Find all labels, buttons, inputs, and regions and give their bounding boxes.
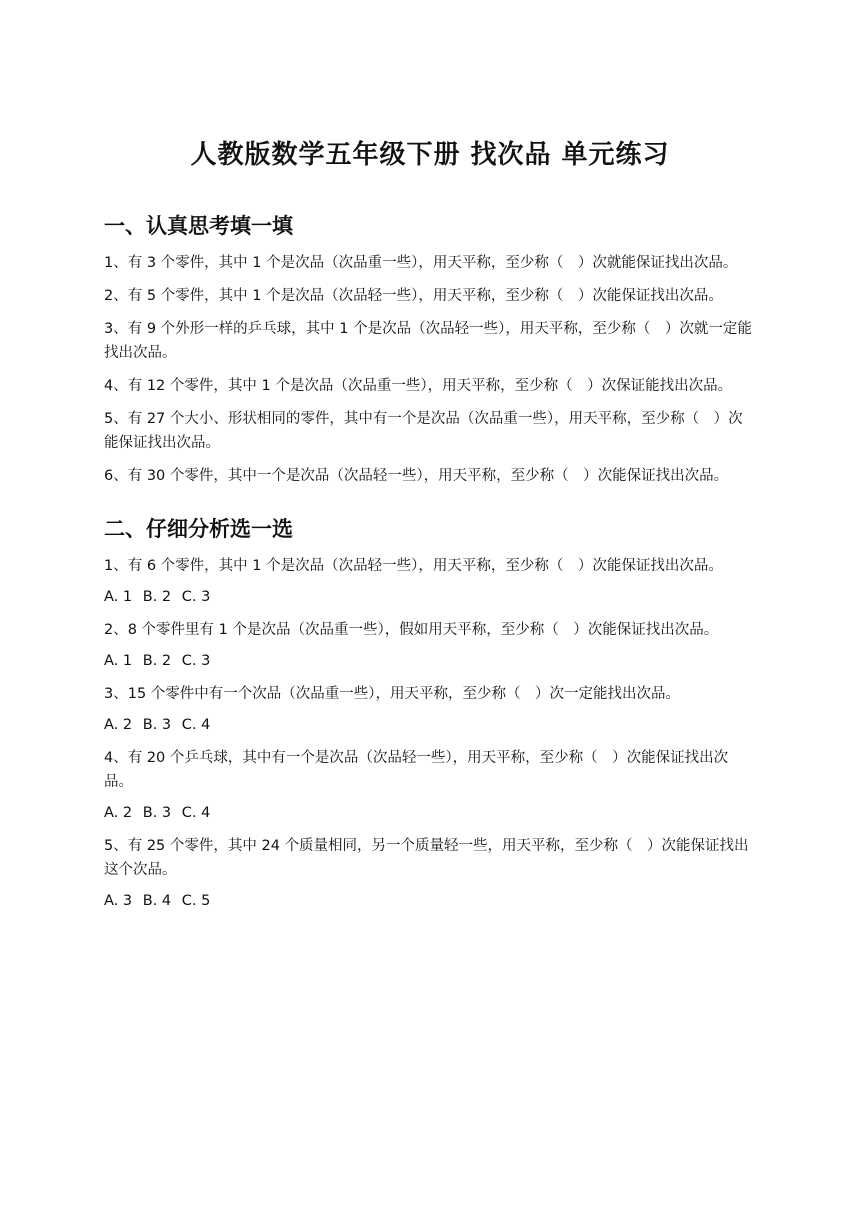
choice-question (104, 682, 756, 737)
fill-in-question (104, 251, 756, 275)
option-c: C. 5 (181, 893, 211, 909)
question-text: 2、有 5 个零件，其中 1 个是次品（次品轻一些），用天平称，至少称（ ）次能保证找出次品。 (104, 288, 723, 304)
question-text: 4、有 12 个零件，其中 1 个是次品（次品重一些），用天平称，至少称（ ）次保证能找出次品。 (104, 378, 733, 394)
question-text: 4、有 20 个乒乓球，其中有一个是次品（次品轻一些），用天平称，至少称（ ）次能保证找出次品。 (104, 750, 729, 790)
section-heading-multiple-choice: 二、仔细分析选一选 (104, 517, 293, 541)
option-b: B. 2 (142, 653, 172, 669)
question-text: 5、有 27 个大小、形状相同的零件，其中有一个是次品（次品重一些），用天平称，至少称（ ）次能保证找出次品。 (104, 411, 743, 451)
option-c: C. 3 (181, 653, 211, 669)
fill-in-question (104, 407, 756, 455)
choice-question (104, 618, 756, 673)
fill-in-question-list (104, 251, 756, 488)
answer-options (104, 801, 756, 825)
choice-question (104, 554, 756, 609)
fill-in-question (104, 317, 756, 365)
fill-in-question (104, 374, 756, 398)
fill-in-question (104, 464, 756, 488)
answer-options (104, 649, 756, 673)
section-heading-fill-in: 一、认真思考填一填 (104, 214, 293, 238)
option-b: B. 3 (142, 805, 172, 821)
fill-in-question (104, 284, 756, 308)
question-text: 6、有 30 个零件，其中一个是次品（次品轻一些），用天平称，至少称（ ）次能保证找出次品。 (104, 468, 729, 484)
question-text: 5、有 25 个零件，其中 24 个质量相同，另一个质量轻一些，用天平称，至少称（ ）次能保证找出这个次品。 (104, 838, 749, 878)
option-c: C. 3 (181, 589, 211, 605)
option-a: A. 1 (104, 653, 133, 669)
question-text: 3、15 个零件中有一个次品（次品重一些），用天平称，至少称（ ）次一定能找出次品。 (104, 686, 681, 702)
choice-question-list (104, 554, 756, 913)
document-title: 人教版数学五年级下册 找次品 单元练习 (190, 140, 670, 170)
option-a: A. 3 (104, 893, 133, 909)
answer-options (104, 713, 756, 737)
question-text: 1、有 3 个零件，其中 1 个是次品（次品重一些），用天平称，至少称（ ）次就能保证找出次品。 (104, 255, 738, 271)
option-a: A. 2 (104, 805, 133, 821)
option-b: B. 4 (142, 893, 172, 909)
answer-options (104, 889, 756, 913)
choice-question (104, 746, 756, 825)
option-a: A. 1 (104, 589, 133, 605)
question-text: 2、8 个零件里有 1 个是次品（次品重一些），假如用天平称，至少称（ ）次能保证找出次品。 (104, 622, 719, 638)
option-b: B. 2 (142, 589, 172, 605)
choice-question (104, 834, 756, 913)
question-text: 1、有 6 个零件，其中 1 个是次品（次品轻一些），用天平称，至少称（ ）次能保证找出次品。 (104, 558, 723, 574)
option-b: B. 3 (142, 717, 172, 733)
option-c: C. 4 (181, 717, 211, 733)
option-a: A. 2 (104, 717, 133, 733)
question-text: 3、有 9 个外形一样的乒乓球，其中 1 个是次品（次品轻一些），用天平称，至少称（ ）次就一定能找出次品。 (104, 321, 752, 361)
document-page (104, 138, 756, 922)
answer-options (104, 585, 756, 609)
option-c: C. 4 (181, 805, 211, 821)
